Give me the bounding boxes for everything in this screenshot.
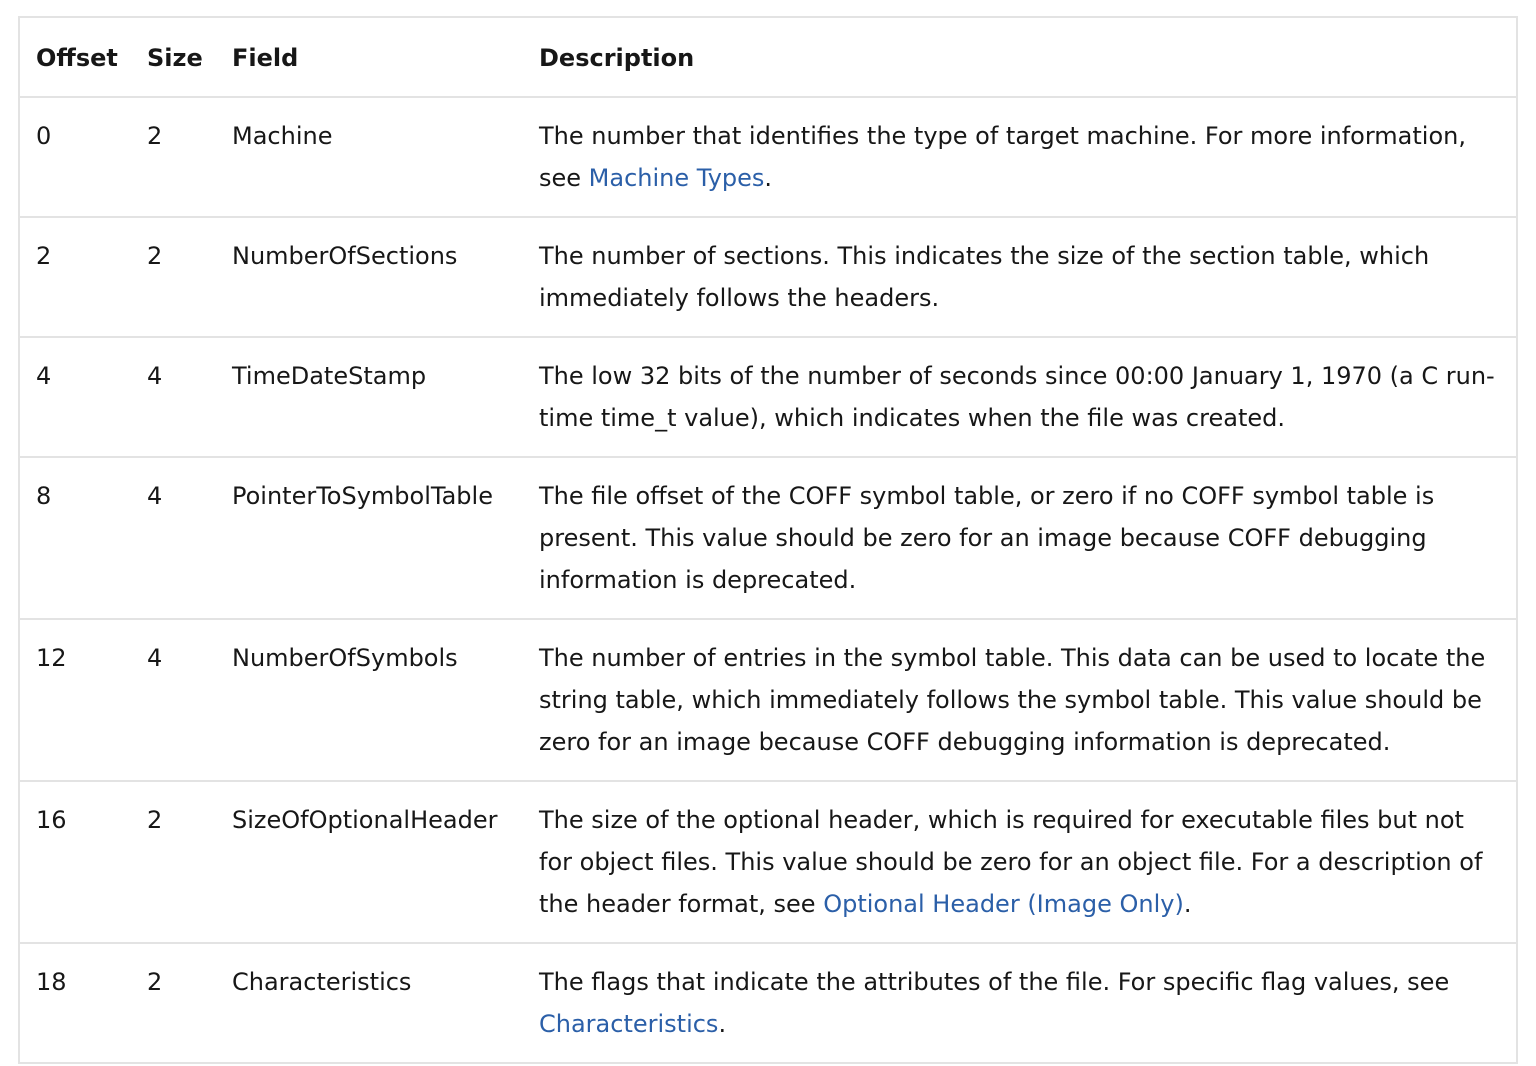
- table-row: [19, 943, 1517, 1063]
- cell-offset: 16: [19, 781, 131, 943]
- table-header: [19, 17, 1517, 97]
- cell-offset: 12: [19, 619, 131, 781]
- cell-size: 2: [131, 217, 216, 337]
- table-row: [19, 457, 1517, 619]
- cell-size: 2: [147, 968, 163, 996]
- machine-types-link[interactable]: Machine Types: [588, 164, 765, 192]
- cell-field: NumberOfSymbols: [216, 619, 523, 781]
- optional-header-link[interactable]: Optional Header (Image Only): [823, 890, 1184, 918]
- description-text: The number of sections. This indicates the size of the section table, which immediately follows the headers.: [539, 242, 1430, 312]
- cell-size: 2: [131, 781, 216, 943]
- header-field: Field: [216, 17, 523, 97]
- description-text: The flags that indicate the attributes of the file. For specific flag values, see: [539, 968, 1450, 996]
- header-description: Description: [523, 17, 1517, 97]
- cell-description: [523, 337, 1517, 457]
- cell-field: Machine: [216, 97, 523, 217]
- cell-field: Characteristics: [232, 968, 412, 996]
- cell-description: [523, 217, 1517, 337]
- cell-offset: 4: [19, 337, 131, 457]
- description-text: The number that identifies the type of target machine. For more information, see: [539, 122, 1466, 192]
- table-row: [19, 337, 1517, 457]
- table-row: [19, 619, 1517, 781]
- table-row: [19, 97, 1517, 217]
- coff-file-header-table: [18, 16, 1518, 1064]
- cell-offset: 8: [19, 457, 131, 619]
- cell-description: [523, 457, 1517, 619]
- cell-offset: 0: [19, 97, 131, 217]
- cell-offset: 2: [19, 217, 131, 337]
- description-text: The number of entries in the symbol table. This data can be used to locate the string table, which immediately follows the symbol table. This value should be zero for an image because COFF debugging information is deprecated.: [539, 644, 1486, 756]
- table-row: [19, 781, 1517, 943]
- cell-description: [523, 781, 1517, 943]
- cell-field: NumberOfSections: [216, 217, 523, 337]
- cell-description: [523, 619, 1517, 781]
- cell-description: [523, 943, 1517, 1063]
- coff-file-header-table-container: [18, 16, 1518, 1064]
- cell-field: SizeOfOptionalHeader: [216, 781, 523, 943]
- header-row: [19, 17, 1517, 97]
- description-text: The file offset of the COFF symbol table, or zero if no COFF symbol table is present. This value should be zero for an image because COFF debugging information is deprecated.: [539, 482, 1435, 594]
- table-row: [19, 217, 1517, 337]
- header-offset: Offset: [19, 17, 131, 97]
- cell-field: PointerToSymbolTable: [216, 457, 523, 619]
- description-text: The low 32 bits of the number of seconds since 00:00 January 1, 1970 (a C run-time time_t value), which indicates when the file was created.: [539, 362, 1495, 432]
- cell-size: 4: [131, 337, 216, 457]
- description-text-end: .: [718, 1010, 727, 1038]
- description-text-end: .: [1183, 890, 1192, 918]
- cell-field: TimeDateStamp: [216, 337, 523, 457]
- cell-size: 4: [131, 457, 216, 619]
- description-text-end: .: [764, 164, 773, 192]
- cell-size: 2: [131, 97, 216, 217]
- cell-size: 4: [131, 619, 216, 781]
- header-size: Size: [131, 17, 216, 97]
- description-text: The size of the optional header, which is required for executable files but not for object files. This value should be zero for an object file. For a description of the header format, see: [539, 806, 1483, 918]
- characteristics-link[interactable]: Characteristics: [539, 1010, 719, 1038]
- cell-description: [523, 97, 1517, 217]
- table-body: [19, 97, 1517, 1063]
- cell-offset: 18: [36, 968, 67, 996]
